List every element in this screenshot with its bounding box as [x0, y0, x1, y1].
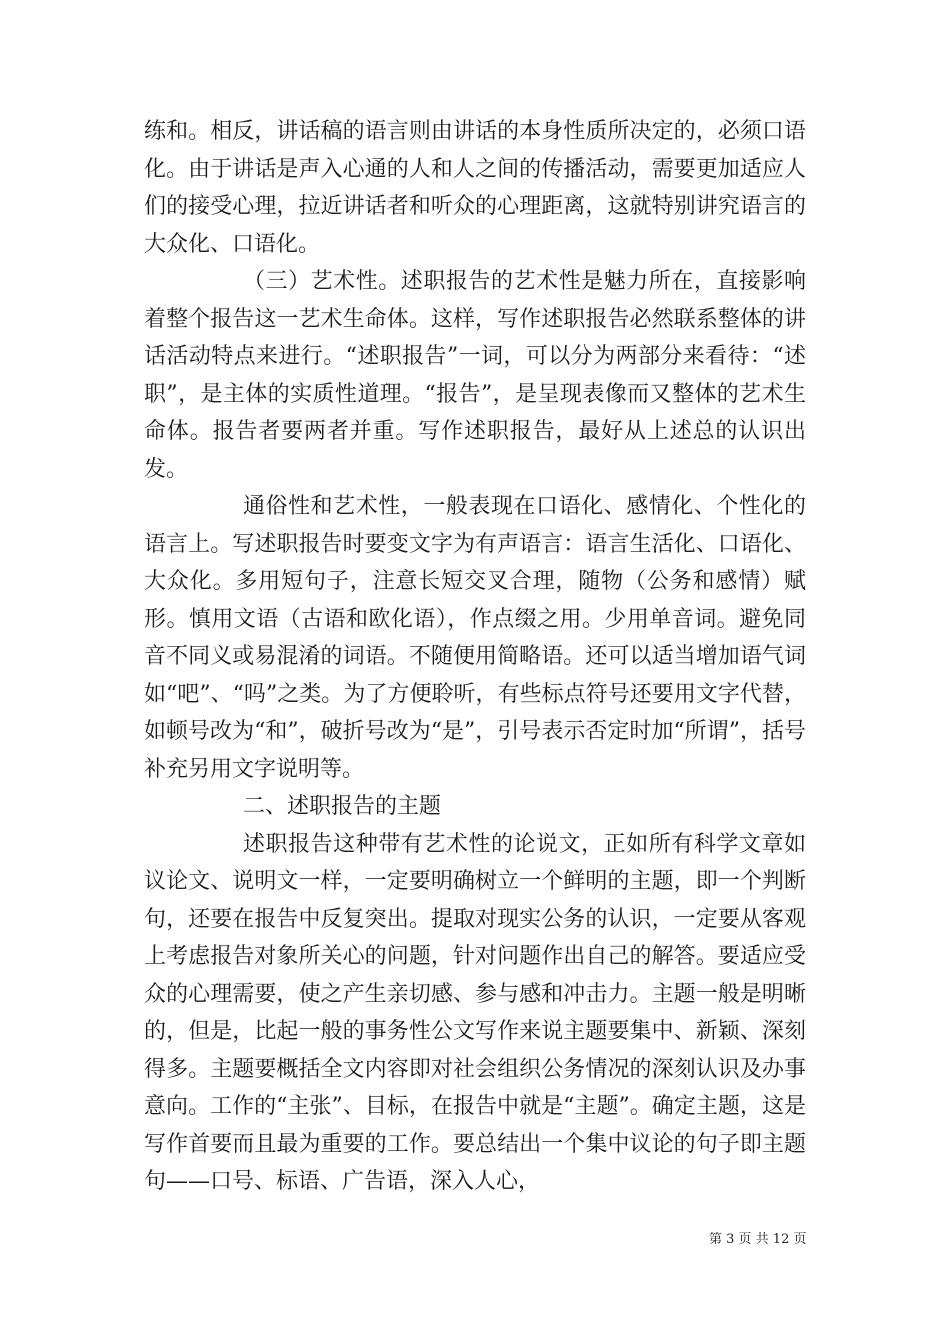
paragraph-theme: 述职报告这种带有艺术性的论说文，正如所有科学文章如议论文、说明文一样，一定要明确树立一个鲜明的主题，即一个判断句，还要在报告中反复突出。提取对现实公务的认识，一定要从客观上考虑报告对象所关心的问题，针对问题作出自己的解答。要适应受众的心理需要，使之产生亲切感、参与感和冲击力。主题一般是明晰的，但是，比起一般的事务性公文写作来说主题要集中、新颖、深刻得多。主题要概括全文内容即对社会组织公务情况的深刻认识及办事意向。工作的“主张”、目标，在报告中就是“主题”。确定主题，这是写作首要而且最为重要的工作。要总结出一个集中议论的句子即主题句——口号、标语、广告语，深入人心，: [144, 831, 806, 1194]
document-body: [144, 113, 806, 1201]
paragraph-continued: 练和。相反，讲话稿的语言则由讲话的本身性质所决定的，必须口语化。由于讲话是声入心通的人和人之间的传播活动，需要更加适应人们的接受心理，拉近讲话者和听众的心理距离，这就特别讲究语言的大众化、口语化。: [144, 119, 806, 257]
section-heading-theme: 二、述职报告的主题: [243, 794, 442, 819]
paragraph-artistry: （三）艺术性。述职报告的艺术性是魅力所在，直接影响着整个报告这一艺术生命体。这样，写作述职报告必然联系整体的讲话活动特点来进行。“述职报告”一词，可以分为两部分来看待：“述职”，是主体的实质性道理。“报告”，是呈现表像而又整体的艺术生命体。报告者要两者并重。写作述职报告，最好从上述总的认识出发。: [144, 269, 806, 482]
page-number-footer: 第 3 页 共 12 页: [709, 1232, 807, 1247]
paragraph-popular-language: 通俗性和艺术性，一般表现在口语化、感情化、个性化的语言上。写述职报告时要变文字为有声语言：语言生活化、口语化、大众化。多用短句子，注意长短交叉合理，随物（公务和感情）赋形。慎用文语（古语和欧化语），作点缀之用。少用单音词。避免同音不同义或易混淆的词语。不随便用简略语。还可以适当增加语气词如“吧”、“吗”之类。为了方便聆听，有些标点符号还要用文字代替，如顿号改为“和”，破折号改为“是”，引号表示否定时加“所谓”，括号补充另用文字说明等。: [144, 494, 806, 782]
